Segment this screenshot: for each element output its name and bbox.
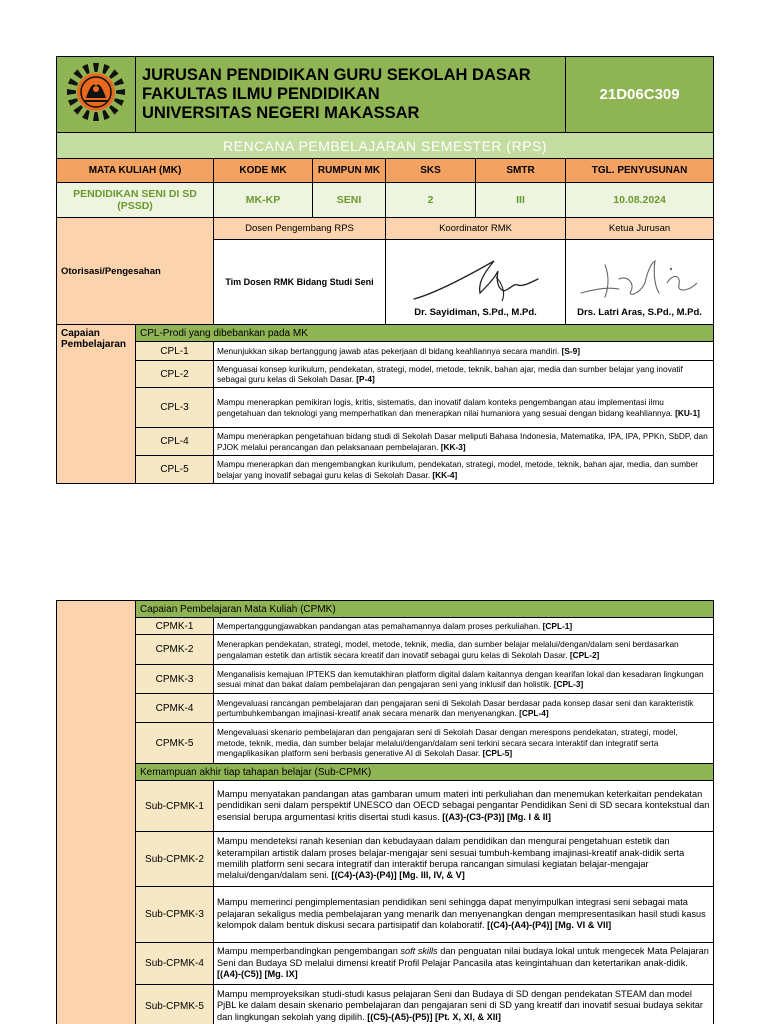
cpl-description: Menunjukkan sikap bertanggung jawab atas pekerjaan di bidang keahliannya secara mandiri. [S-9] <box>214 342 714 361</box>
cpl-description: Mampu menerapkan pengetahuan bidang studi di Sekolah Dasar meliputi Bahasa Indonesia, Matematika, IPA, IPA, PPKn, SbDP, dan PJOK melalui perancangan dan pelaksanaan pembelajaran. [KK-3] <box>214 428 714 456</box>
rps-header-table <box>56 56 714 484</box>
cpl-code: CPL-4 <box>136 428 214 456</box>
university-logo-cell <box>57 57 136 133</box>
authorization-label: Otorisasi/Pengesahan <box>57 218 214 325</box>
course-header-code: KODE MK <box>214 159 313 183</box>
cpmk-description: Menganalisis kemajuan IPTEKS dan kemutakhiran platform digital dalam kaitannya dengan kearifan lokal dan kesadaran lingkungan sesuai minat dan bakat dalam pembelajaran dan pengajaran seni yang inklusif dan holistik. [CPL-3] <box>214 665 714 694</box>
learning-outcomes-label: Capaian Pembelajaran <box>57 325 136 484</box>
cpmk-code: CPMK-5 <box>136 723 214 764</box>
cpmk-description: Mengevaluasi skenario pembelajaran dan pengajaran seni di Sekolah Dasar dengan merespons pendekatan, strategi, model, metode, teknik, media, dan sumber belajar melalui/dengan/dalam seni terkini secara secara interaktif dan integratif serta mengaplikasikan platform seni berbasis generative AI di Sekolah Dasar. [CPL-5] <box>214 723 714 764</box>
coordinator-header: Koordinator RMK <box>386 218 566 240</box>
unm-sun-logo-icon <box>65 61 127 123</box>
course-name: PENDIDIKAN SENI DI SD (PSSD) <box>57 183 214 218</box>
coordinator-name: Dr. Sayidiman, S.Pd., M.Pd. <box>414 307 537 318</box>
course-header-cluster: RUMPUN MK <box>313 159 386 183</box>
sub-cpmk-code: Sub-CPMK-2 <box>136 832 214 887</box>
course-header-sks: SKS <box>386 159 476 183</box>
chair-header: Ketua Jurusan <box>566 218 714 240</box>
cpmk-description: Mempertanggungjawabkan pandangan atas pemahamannya dalam proses perkuliahan. [CPL-1] <box>214 618 714 635</box>
course-date: 10.08.2024 <box>566 183 714 218</box>
sub-cpmk-description: Mampu memperbandingkan pengembangan soft skills dan penguatan nilai budaya lokal untuk mengecek Mata Pelajaran Seni dan Budaya SD melalui dimensi kreatif Profil Pelajar Pancasila atas keingintahuan dan ketertarikan anak-didik. [(A4)-(C5)] [Mg. IX] <box>214 943 714 985</box>
course-header-mk: MATA KULIAH (MK) <box>57 159 214 183</box>
cpl-heading: CPL-Prodi yang dibebankan pada MK <box>136 325 714 342</box>
institution-title <box>136 57 566 133</box>
cpmk-table <box>56 600 714 1024</box>
university-name: UNIVERSITAS NEGERI MAKASSAR <box>142 104 420 122</box>
sub-cpmk-code: Sub-CPMK-5 <box>136 985 214 1024</box>
outcomes-continued-label <box>57 601 136 1024</box>
chair-signature-cell <box>566 240 714 325</box>
cpmk-heading: Capaian Pembelajaran Mata Kuliah (CPMK) <box>136 601 714 618</box>
developer-name: Tim Dosen RMK Bidang Studi Seni <box>214 240 386 325</box>
chair-signature <box>575 253 705 305</box>
sub-cpmk-code: Sub-CPMK-1 <box>136 781 214 832</box>
cpl-description: Menguasai konsep kurikulum, pendekatan, strategi, model, metode, teknik, bahan ajar, media dan sumber belajar yang inovatif sebagai guru kelas di Sekolah Dasar. [P-4] <box>214 361 714 388</box>
sub-cpmk-description: Mampu memerinci pengimplementasian pendidikan seni sehingga dapat menyimpulkan integrasi seni sebagai mata pelajaran sekaligus media pembelajaran yang menarik dan menyenangkan dengan mempresentasikan hasil studi kasus kelompok dalam bentuk diskusi secara partisipatif dan kolaboratif. [(C4)-(A4)-(P4)] [Mg. VI & VII] <box>214 887 714 943</box>
cpmk-description: Mengevaluasi rancangan pembelajaran dan pengajaran seni di Sekolah Dasar berdasar pada konsep dasar seni dan karakteristik pertumbuhkembangan imajinasi-kreatif anak secara menarik dan menyenangkan. [CPL-4] <box>214 694 714 723</box>
sub-cpmk-heading: Kemampuan akhir tiap tahapan belajar (Sub-CPMK) <box>136 764 714 781</box>
cpmk-code: CPMK-3 <box>136 665 214 694</box>
course-header-semester: SMTR <box>476 159 566 183</box>
coordinator-signature-cell <box>386 240 566 325</box>
course-sks: 2 <box>386 183 476 218</box>
sub-cpmk-description: Mampu memproyeksikan studi-studi kasus pelajaran Seni dan Budaya di SD dengan pendekatan STEAM dan model PjBL ke dalam desain skenario pembelajaran dan pengajaran seni di SD yang kreatif dan inovatif sesuai budaya sekitar dan lingkungan sekolah yang dipilih. [(C5)-(A5)-(P5)] [Pt. X, XI, & XII] <box>214 985 714 1024</box>
developer-header: Dosen Pengembang RPS <box>214 218 386 240</box>
cpmk-code: CPMK-4 <box>136 694 214 723</box>
chair-name: Drs. Latri Aras, S.Pd., M.Pd. <box>577 307 702 318</box>
faculty-name: FAKULTAS ILMU PENDIDIKAN <box>142 85 380 103</box>
cpmk-description: Menerapkan pendekatan, strategi, model, metode, teknik, media, dan sumber belajar melalui/dengan/dalam seni berdasarkan pengalaman estetik dan artistik secara kreatif dan inovatif sebagai guru kelas di Sekolah Dasar. [CPL-2] <box>214 635 714 665</box>
cpl-code: CPL-2 <box>136 361 214 388</box>
cpmk-code: CPMK-2 <box>136 635 214 665</box>
sub-cpmk-description: Mampu mendeteksi ranah kesenian dan kebudayaan dalam pendidikan dan mengurai pengetahuan estetik dan keterampilan artistik dalam proses belajar-mengajar seni sesuai tumbuh-kembang imajinasi-kreatif anak-didik serta memilih platform seni secara integratif dan interaktif berupa rancangan simulasi kegiatan belajar-mengajar melalui/dengan/dalam seni. [(C4)-(A3)-(P4)] [Mg. III, IV, & V] <box>214 832 714 887</box>
cpl-code: CPL-5 <box>136 456 214 484</box>
course-semester: III <box>476 183 566 218</box>
cpl-description: Mampu menerapkan pemikiran logis, kritis, sistematis, dan inovatif dalam konteks pengembangan atau implementasi ilmu pengetahuan dan teknologi yang memperhatikan dan menerapkan nilai humaniora yang sesuai dengan bidang keahliannya. [KU-1] <box>214 388 714 428</box>
cpl-code: CPL-1 <box>136 342 214 361</box>
sub-cpmk-description: Mampu menyatakan pandangan atas gambaran umum materi inti perkuliahan dan menemukan keterkaitan pendekatan pendidikan seni dalam perspektif UNESCO dan OECD sebagai pengantar Pendidikan Seni di SD secara kontekstual dan esensial berupa argumentasi kritis disertai studi kasus. [(A3)-(C3-(P3)] [Mg. I & II] <box>214 781 714 832</box>
document-code: 21D06C309 <box>566 57 714 133</box>
sub-cpmk-code: Sub-CPMK-3 <box>136 887 214 943</box>
cpmk-code: CPMK-1 <box>136 618 214 635</box>
sub-cpmk-code: Sub-CPMK-4 <box>136 943 214 985</box>
coordinator-signature <box>406 253 546 305</box>
department-name: JURUSAN PENDIDIKAN GURU SEKOLAH DASAR <box>142 66 531 84</box>
rps-title: RENCANA PEMBELAJARAN SEMESTER (RPS) <box>57 133 714 159</box>
course-header-date: TGL. PENYUSUNAN <box>566 159 714 183</box>
course-code: MK-KP <box>214 183 313 218</box>
cpl-code: CPL-3 <box>136 388 214 428</box>
cpl-description: Mampu menerapkan dan mengembangkan kurikulum, pendekatan, strategi, model, metode, teknik, bahan ajar, media, dan sumber belajar yang inovatif sebagai guru kelas di Sekolah Dasar. [KK-4] <box>214 456 714 484</box>
course-cluster: SENI <box>313 183 386 218</box>
